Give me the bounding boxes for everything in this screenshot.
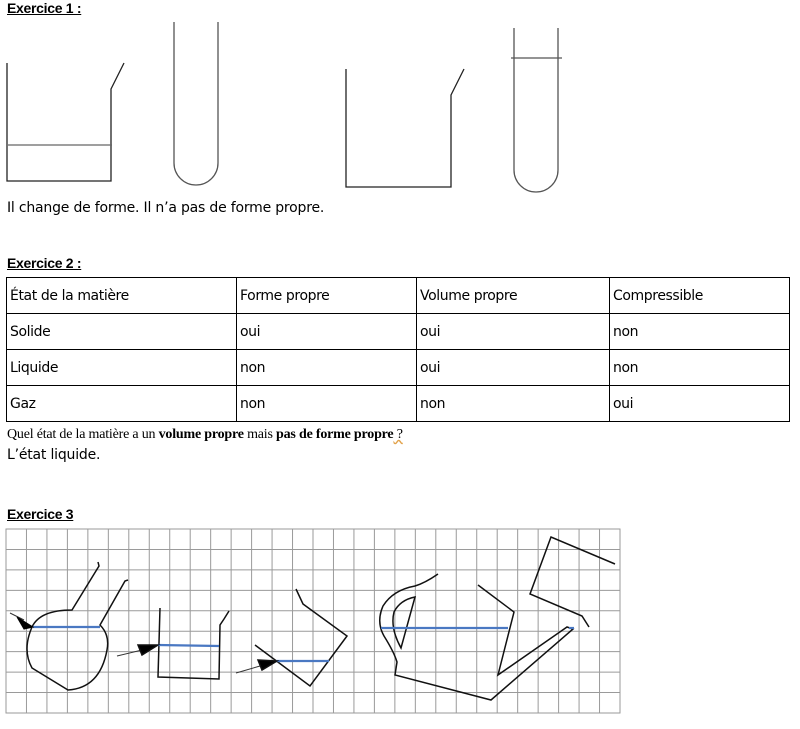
tilted-container-figure <box>236 589 347 686</box>
question-bold-forme: pas de forme propre <box>276 427 394 442</box>
grid-paper <box>6 529 620 713</box>
exercise2-question <box>7 427 403 443</box>
exercise1-title: Exercice 1 : <box>7 0 82 16</box>
test-tube-with-level-figure <box>511 28 562 192</box>
exercise1-answer: Il change de forme. Il n’a pas de forme propre. <box>7 200 325 216</box>
table-cell: oui <box>237 314 417 350</box>
table-cell: non <box>237 386 417 422</box>
round-flask-figure <box>10 562 128 690</box>
table-cell: Solide <box>7 314 237 350</box>
states-of-matter-table <box>6 277 790 422</box>
beaker-figure <box>117 608 229 679</box>
beaker-with-liquid-figure <box>7 63 124 181</box>
table-cell: non <box>237 350 417 386</box>
question-text: Quel état de la matière a un <box>7 427 159 442</box>
question-bold-volume: volume propre <box>158 427 244 442</box>
exercise2-answer: L’état liquide. <box>7 447 101 463</box>
table-cell: Gaz <box>7 386 237 422</box>
exercise2-title: Exercice 2 : <box>7 255 82 271</box>
table-row <box>7 350 790 386</box>
table-cell: Liquide <box>7 350 237 386</box>
exercise3-title: Exercice 3 <box>7 506 74 522</box>
table-cell: oui <box>610 386 790 422</box>
table-header-cell: Compressible <box>610 278 790 314</box>
table-header-row <box>7 278 790 314</box>
table-cell: oui <box>417 314 610 350</box>
table-header-cell: État de la matière <box>7 278 237 314</box>
table-header-cell: Forme propre <box>237 278 417 314</box>
table-header-cell: Volume propre <box>417 278 610 314</box>
question-mark: ? <box>393 427 403 442</box>
question-text: mais <box>243 427 277 442</box>
test-tube-empty-figure <box>174 22 218 185</box>
table-row <box>7 314 790 350</box>
table-cell: non <box>610 350 790 386</box>
table-row <box>7 386 790 422</box>
table-cell: oui <box>417 350 610 386</box>
table-cell: non <box>610 314 790 350</box>
beaker-empty-figure <box>346 69 464 187</box>
table-cell: non <box>417 386 610 422</box>
